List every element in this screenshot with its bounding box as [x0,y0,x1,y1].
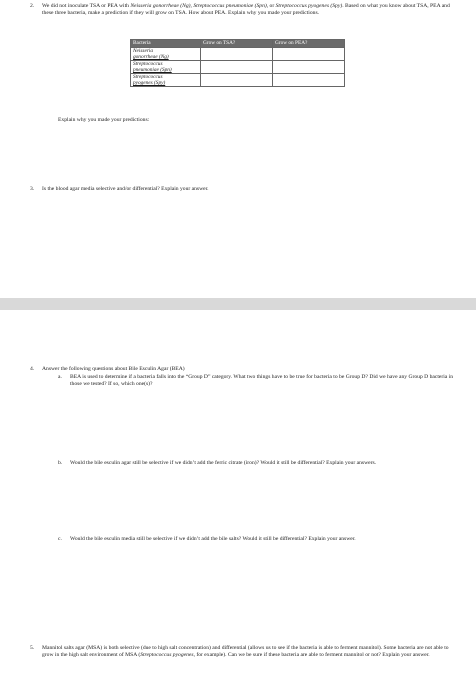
q2-rest: . Based on what you know about TSA, PEA and these three bacteria, make a prediction if they will grow on TSA. How about PEA. Explain why you made your predictions. [42,3,450,17]
q2-ng-name: Neisseria gonorrheae (Ng) [130,3,191,9]
question-4a-text: BEA is used to determine if a bacteria falls into the “Group D” category. What two things have to be true for bacteria to be Group D? Did we have any Group D bacteria in those we tested? If so, which one(s)? [70,374,454,388]
table-row [131,61,345,74]
tsa-answer-cell[interactable] [201,74,273,87]
page-separator [0,298,476,310]
question-3-number: 3. [30,186,35,192]
header-bacteria: Bacteria [131,40,201,48]
question-4-number: 4. [30,366,35,372]
header-grow-pea: Grow on PEA? [273,40,345,48]
table-row [131,74,345,87]
q2-sep2: , or [266,3,276,9]
question-4b-letter: b. [58,460,63,466]
q2-lead: We did not inoculate TSA or PEA with [42,3,131,9]
question-4-text: Answer the following questions about Bile Esculin Agar (BEA) [42,366,185,372]
pea-answer-cell[interactable] [273,61,345,74]
question-5-text [42,645,460,659]
question-4a-letter: a. [58,374,62,380]
q5-rest: , for example). Can we be sure if these bacteria are able to ferment mannitol or not? Explain your answer. [193,652,430,659]
question-5-number: 5. [30,645,35,651]
tsa-answer-cell[interactable] [201,61,273,74]
pea-answer-cell[interactable] [273,48,345,61]
bacteria-genus: Streptococcus [133,74,163,80]
table-header-row [131,40,345,48]
bacteria-species: pyogenes (Spy) [133,80,166,86]
q2-spn-name: Streptococcus pneumoniae (Spn) [193,3,267,9]
question-4c-letter: c. [58,536,62,542]
q2-sep1: , [190,3,194,9]
header-grow-tsa: Grow on TSA? [201,40,273,48]
question-4c-text: Would the bile esculin media still be selective if we didn’t add the bile salts? Would it still be differential? Explain your answer. [70,536,356,542]
bacteria-name-cell [131,48,201,61]
question-2-number: 2. [30,3,35,9]
bacteria-name-cell [131,74,201,87]
tsa-answer-cell[interactable] [201,48,273,61]
bacteria-species: pneumoniae (Spn) [133,67,172,73]
question-3-text: Is the blood agar media selective and/or differential? Explain your answer. [42,186,209,192]
bacteria-genus: Neisseria [133,48,154,54]
question-4b-text: Would the bile esculin agar still be selective if we didn’t add the ferric citrate (iron)? Would it still be differential? Explain your answers. [70,460,377,466]
q5-example: Streptococcus pyogenes [140,652,194,659]
pea-answer-cell[interactable] [273,74,345,87]
explain-predictions-prompt: Explain why you made your predictions: [58,117,150,123]
table-row [131,48,345,61]
bacteria-growth-table [130,39,345,87]
q5-lead: Mannitol salts agar (MSA) is both selective (due to high salt concentration) and differential (allows us to see if the bacteria is able to ferment mannitol). Some bacteria are not able to grow in the high salt environment of MSA ( [42,645,449,659]
bacteria-name-cell [131,61,201,74]
q2-spy-name: Streptococcus pyogenes (Spy) [275,3,343,9]
bacteria-genus: Streptococcus [133,61,163,67]
bacteria-species: gonorrheae (Ng) [133,54,169,60]
question-2-text [42,3,460,17]
